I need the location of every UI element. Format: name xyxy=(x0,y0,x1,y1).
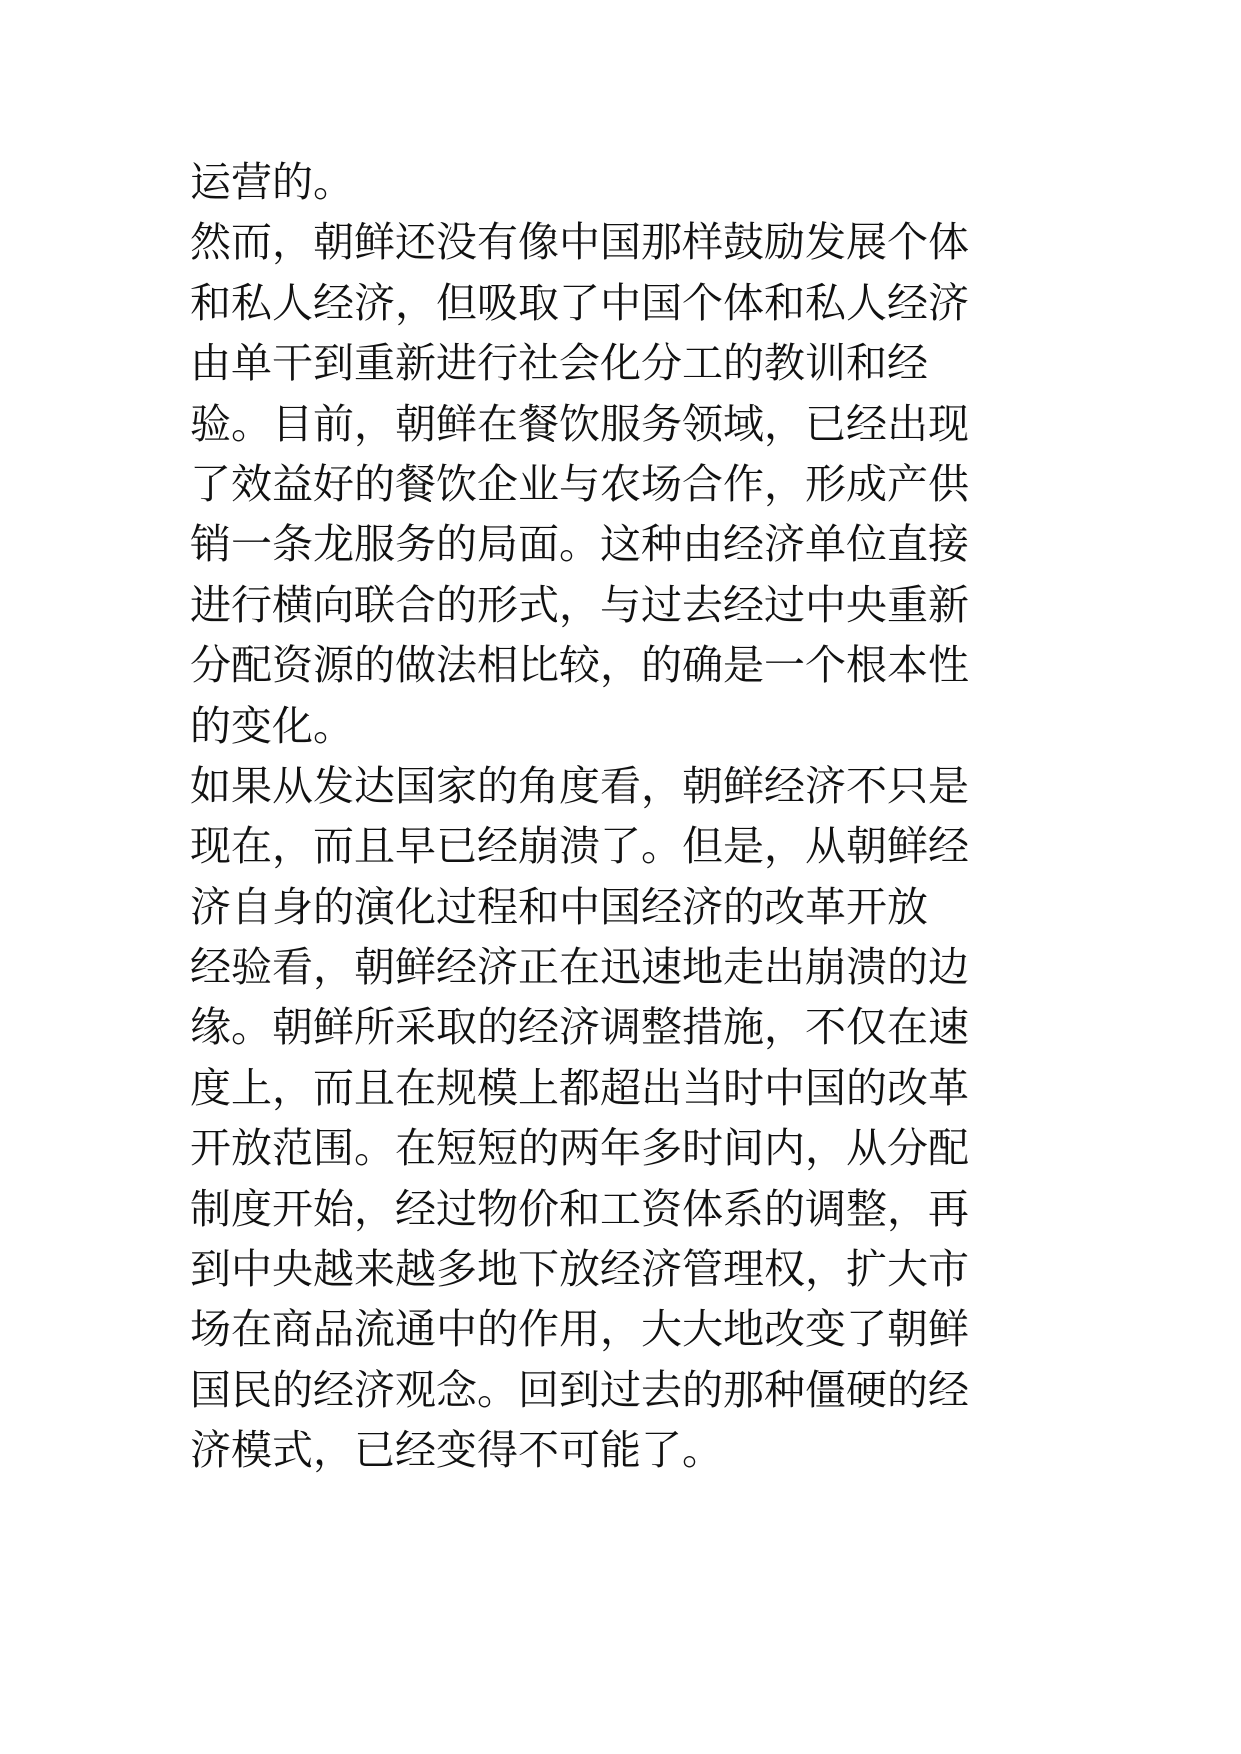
text-line: 济模式，已经变得不可能了。 xyxy=(190,1426,723,1475)
text-line: 如果从发达国家的角度看，朝鲜经济不只是 xyxy=(190,761,969,810)
text-line: 到中央越来越多地下放经济管理权，扩大市 xyxy=(190,1245,969,1294)
text-line: 国民的经济观念。回到过去的那种僵硬的经 xyxy=(190,1365,969,1414)
document-page xyxy=(190,152,1070,1481)
text-line: 场在商品流通中的作用，大大地改变了朝鲜 xyxy=(190,1305,969,1354)
text-line: 和私人经济，但吸取了中国个体和私人经济 xyxy=(190,278,969,327)
text-line: 度上，而且在规模上都超出当时中国的改革 xyxy=(190,1063,969,1112)
text-line: 了效益好的餐饮企业与农场合作，形成产供 xyxy=(190,459,969,508)
text-line: 运营的。 xyxy=(190,158,354,206)
text-line: 缘。朝鲜所采取的经济调整措施，不仅在速 xyxy=(190,1003,969,1052)
text-line: 销一条龙服务的局面。这种由经济单位直接 xyxy=(190,520,969,569)
text-line: 的变化。 xyxy=(190,701,354,750)
text-line: 制度开始，经过物价和工资体系的调整，再 xyxy=(190,1184,969,1233)
text-line: 进行横向联合的形式，与过去经过中央重新 xyxy=(190,580,969,629)
text-line: 开放范围。在短短的两年多时间内，从分配 xyxy=(190,1124,969,1173)
text-line: 现在，而且早已经崩溃了。但是，从朝鲜经 xyxy=(190,822,969,871)
text-line: 然而，朝鲜还没有像中国那样鼓励发展个体 xyxy=(190,218,969,267)
text-line: 经验看，朝鲜经济正在迅速地走出崩溃的边 xyxy=(190,943,969,992)
text-line: 分配资源的做法相比较，的确是一个根本性 xyxy=(190,641,969,690)
text-line: 由单干到重新进行社会化分工的教训和经 xyxy=(190,339,928,388)
text-line: 验。目前，朝鲜在餐饮服务领域，已经出现 xyxy=(190,399,969,448)
text-line: 济自身的演化过程和中国经济的改革开放 xyxy=(190,882,928,931)
